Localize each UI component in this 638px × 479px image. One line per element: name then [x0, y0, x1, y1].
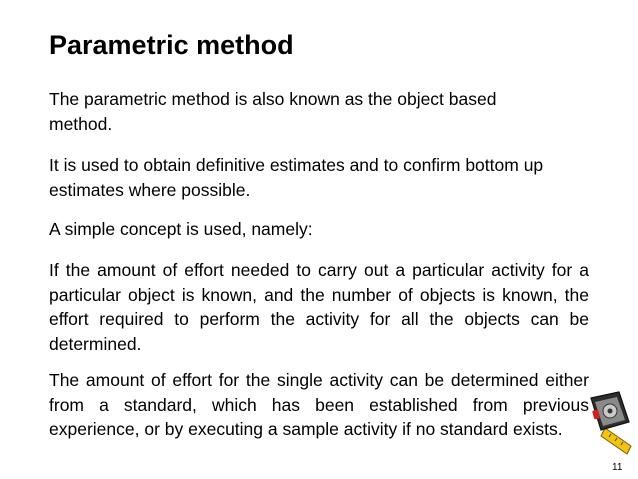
slide-title: Parametric method	[49, 30, 294, 60]
tape-measure-icon	[585, 388, 635, 460]
paragraph-purpose: It is used to obtain definitive estimates and to confirm bottom up estimates where possible.	[49, 155, 544, 200]
page-number: 11	[612, 462, 623, 473]
paragraph-concept-intro: A simple concept is used, namely:	[49, 219, 313, 239]
paragraph-definition: The parametric method is also known as the object based method.	[49, 89, 497, 134]
paragraph-standard: The amount of effort for the single activity can be determined either from a standard, which has been established from previous experience, or by executing a sample activity if no standard exists.	[49, 370, 589, 439]
paragraph-concept: If the amount of effort needed to carry out a particular activity for a particular object is known, and the number of objects is known, the effort required to perform the activity for all the objects can be determined.	[49, 260, 589, 354]
